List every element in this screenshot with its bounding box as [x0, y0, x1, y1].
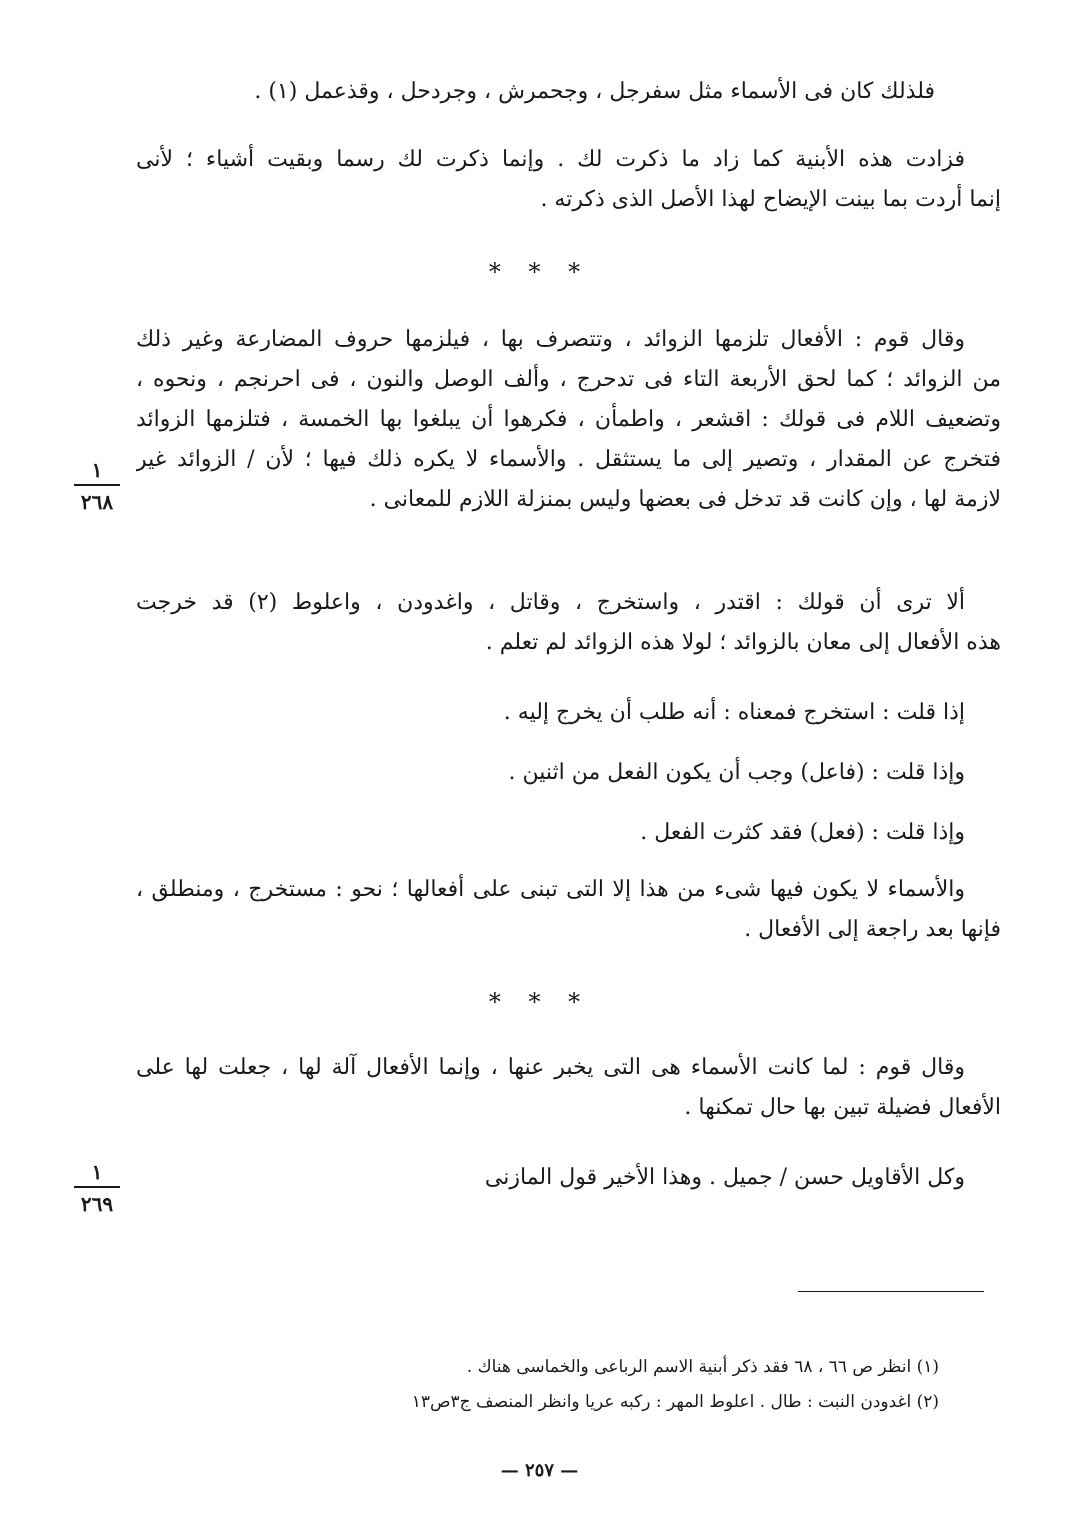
paragraph-line: وقال قوم : الأفعال تلزمها الزوائد ، وتتصرف بها ، فيلزمها حروف المضارعة وغير ذلك — [136, 327, 965, 352]
footnote-divider — [798, 1291, 984, 1292]
paragraph-line: لازمة لها ، وإن كانت قد تدخل فى بعضها وليس بمنزلة اللازم للمعانى . — [369, 487, 1001, 512]
margin-reference-269 — [62, 1160, 132, 1216]
paragraph-2 — [136, 140, 1001, 220]
paragraph-line: فتخرج عن المقدار ، وتصير إلى ما يستثقل . والأسماء لا يكره ذلك فيها ؛ لأن / الزوائد غير — [136, 447, 1001, 472]
paragraph-3 — [136, 320, 1001, 520]
footnote-1: (١) انظر ص ٦٦ ، ٦٨ فقد ذكر أبنية الاسم الرباعى والخماسى هناك . — [466, 1357, 939, 1377]
paragraph-line: وإذا قلت : (فعل) فقد كثرت الفعل . — [640, 820, 965, 845]
margin-reference-268 — [62, 458, 132, 514]
paragraph-line: إذا قلت : استخرج فمعناه : أنه طلب أن يخرج إليه . — [503, 700, 965, 725]
paragraph-4 — [136, 583, 1001, 663]
paragraph-7 — [136, 813, 1001, 853]
paragraph-1 — [136, 72, 1001, 112]
paragraph-line: الأفعال فضيلة تبين بها حال تمكنها . — [684, 1095, 1001, 1120]
paragraph-8 — [136, 870, 1001, 950]
section-separator: * * * — [488, 988, 591, 1016]
paragraph-6 — [136, 753, 1001, 793]
paragraph-line: وكل الأقاويل حسن / جميل . وهذا الأخير قول المازنى — [484, 1165, 965, 1190]
paragraph-5 — [136, 693, 1001, 733]
paragraph-line: فإنها بعد راجعة إلى الأفعال . — [744, 917, 1001, 942]
margin-ref-bottom: ٢٦٨ — [80, 490, 114, 514]
margin-ref-divider — [74, 484, 120, 486]
section-separator: * * * — [488, 258, 591, 286]
paragraph-line: وتضعيف اللام فى قولك : اقشعر ، واطمأن ، فكرهوا أن يبلغوا بها الخمسة ، فتلزمها الزوائد — [136, 407, 1001, 432]
footnotes — [180, 1350, 939, 1420]
page-number: — ٢٥٧ — — [500, 1460, 579, 1481]
paragraph-line: وقال قوم : لما كانت الأسماء هى التى يخبر عنها ، وإنما الأفعال آلة لها ، جعلت لها على — [136, 1055, 965, 1080]
paragraph-line: فزادت هذه الأبنية كما زاد ما ذكرت لك . وإنما ذكرت لك رسما وبقيت أشياء ؛ لأنى — [136, 147, 965, 172]
paragraph-line: فلذلك كان فى الأسماء مثل سفرجل ، وجحمرش ، وجردحل ، وقذعمل (١) . — [254, 79, 935, 104]
paragraph-9 — [136, 1048, 1001, 1128]
margin-ref-top: ١ — [91, 1160, 103, 1184]
paragraph-line: هذه الأفعال إلى معان بالزوائد ؛ لولا هذه الزوائد لم تعلم . — [485, 630, 1001, 655]
paragraph-line: وإذا قلت : (فاعل) وجب أن يكون الفعل من اثنين . — [508, 760, 965, 785]
margin-ref-divider — [74, 1186, 120, 1188]
footnote-2: (٢) اغدودن النبت : طال . اعلوط المهر : ركبه عريا وانظر المنصف ج٣ص١٣ — [411, 1392, 939, 1412]
margin-ref-bottom: ٢٦٩ — [80, 1192, 114, 1216]
paragraph-10 — [136, 1158, 1001, 1198]
paragraph-line: والأسماء لا يكون فيها شىء من هذا إلا التى تبنى على أفعالها ؛ نحو : مستخرج ، ومنطلق ، — [136, 877, 965, 902]
margin-ref-top: ١ — [91, 458, 103, 482]
paragraph-line: إنما أردت بما بينت الإيضاح لهذا الأصل الذى ذكرته . — [540, 187, 1001, 212]
paragraph-line: ألا ترى أن قولك : اقتدر ، واستخرج ، وقاتل ، واغدودن ، واعلوط (٢) قد خرجت — [136, 590, 965, 615]
paragraph-line: من الزوائد ؛ كما لحق الأربعة التاء فى تدحرج ، وألف الوصل والنون ، فى احرنجم ، ونحوه ، — [136, 367, 1001, 392]
